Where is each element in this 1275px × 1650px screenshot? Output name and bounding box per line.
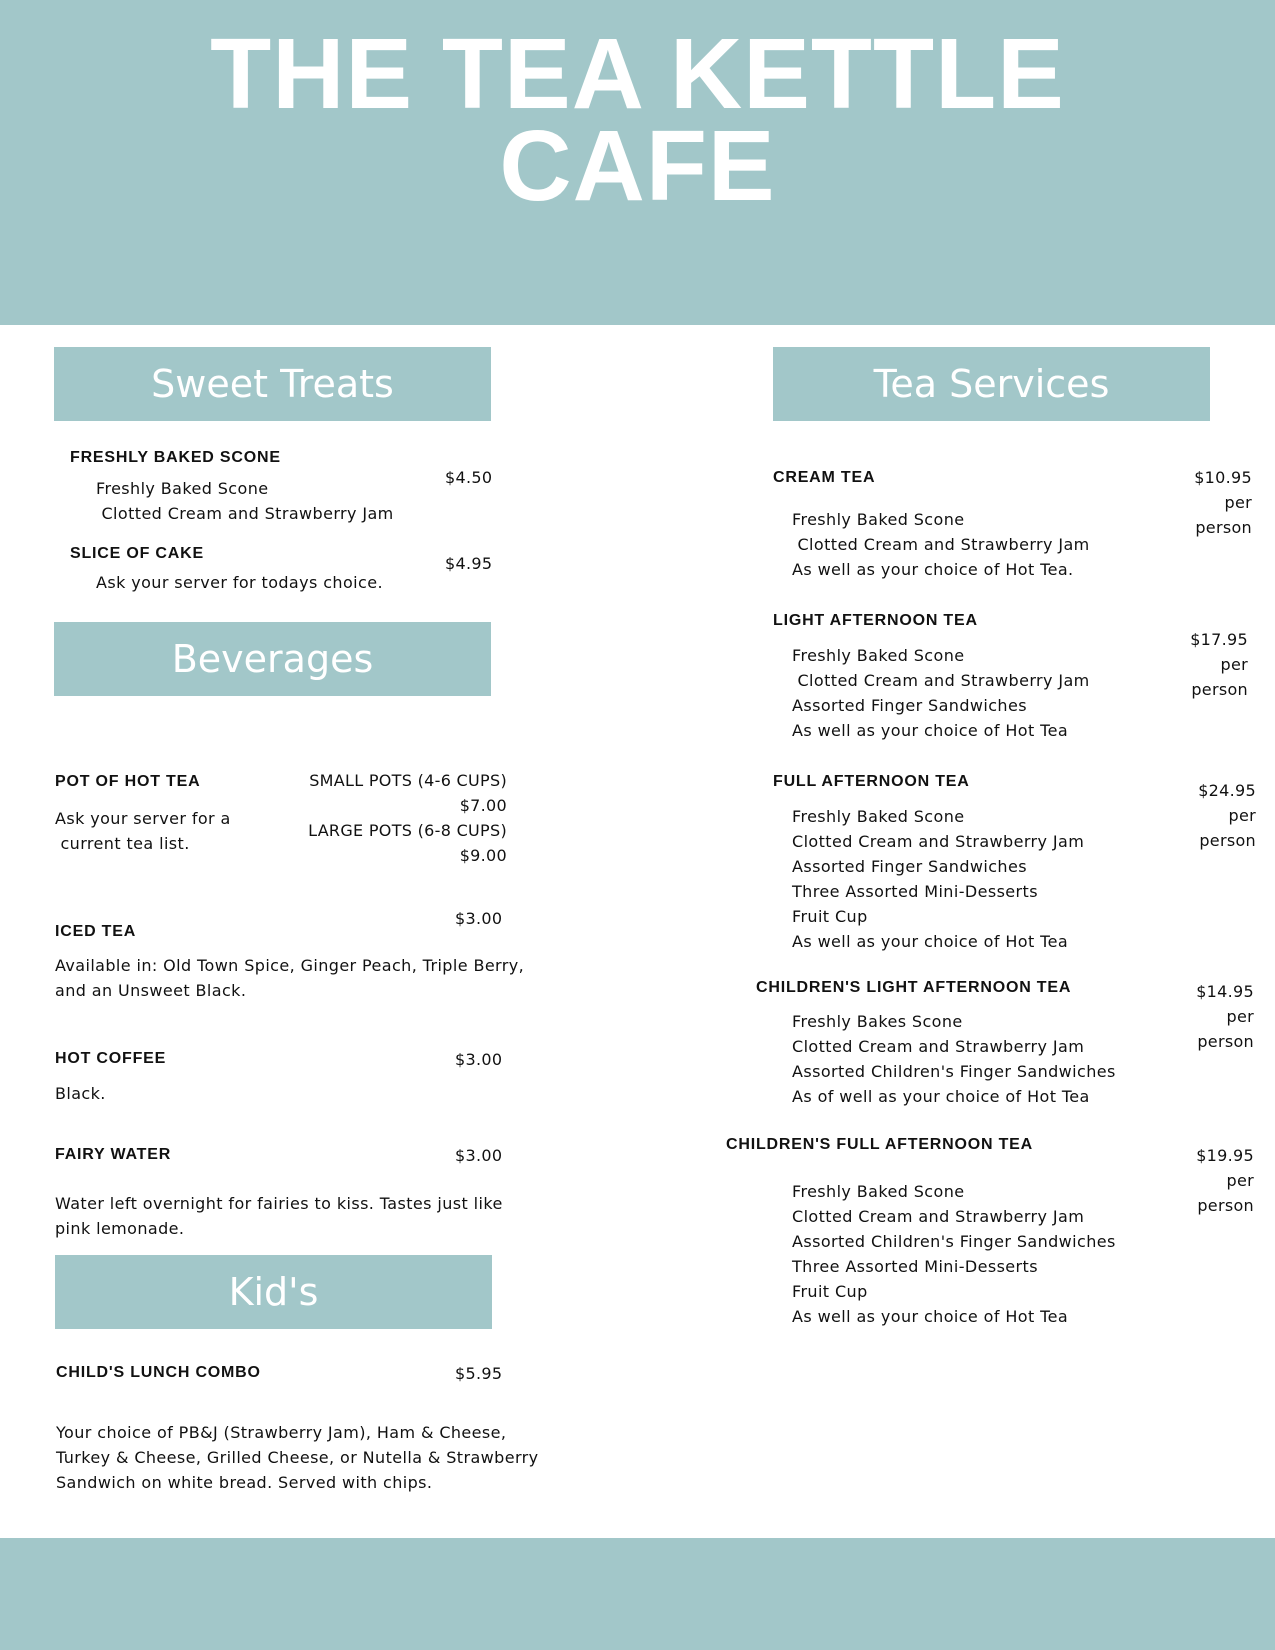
kids-heading: Kid's xyxy=(55,1255,492,1329)
desc-line: Three Assorted Mini-Desserts xyxy=(792,882,1038,901)
desc-line: Ask your server for todays choice. xyxy=(96,573,383,592)
desc-line: Assorted Finger Sandwiches xyxy=(792,857,1027,876)
item-name-lunch-combo: CHILD'S LUNCH COMBO xyxy=(56,1364,261,1381)
desc-line: Freshly Baked Scone xyxy=(792,510,965,529)
item-desc-lunch-combo xyxy=(56,1420,539,1495)
item-name-iced-tea: ICED TEA xyxy=(55,923,137,940)
desc-line: pink lemonade. xyxy=(55,1219,185,1238)
price-line: $19.95 xyxy=(1196,1146,1254,1165)
item-name-full-afternoon-tea: FULL AFTERNOON TEA xyxy=(773,773,970,790)
price-line: person xyxy=(1197,1032,1254,1051)
item-name-cream-tea: CREAM TEA xyxy=(773,469,876,486)
desc-line: As of well as your choice of Hot Tea xyxy=(792,1087,1090,1106)
item-desc-hot-coffee xyxy=(55,1081,106,1106)
price-line: per xyxy=(1220,655,1248,674)
price-line: $7.00 xyxy=(459,796,507,815)
item-price-scone: $4.50 xyxy=(445,468,493,487)
item-name-hot-coffee: HOT COFFEE xyxy=(55,1050,167,1067)
item-desc-fairy-water xyxy=(55,1191,503,1241)
price-line: SMALL POTS (4-6 CUPS) xyxy=(309,771,507,790)
cafe-title xyxy=(0,18,1275,222)
desc-line: Assorted Children's Finger Sandwiches xyxy=(792,1062,1116,1081)
item-price-childrens-light-tea xyxy=(1150,979,1254,1054)
desc-line: Turkey & Cheese, Grilled Cheese, or Nutella & Strawberry xyxy=(56,1448,539,1467)
price-line: person xyxy=(1195,518,1252,537)
beverages-heading: Beverages xyxy=(54,622,491,696)
desc-line: Freshly Baked Scone xyxy=(96,479,269,498)
desc-line: Ask your server for a xyxy=(55,809,231,828)
desc-line: As well as your choice of Hot Tea xyxy=(792,1307,1069,1326)
item-price-cream-tea xyxy=(1150,465,1252,540)
desc-line: Freshly Bakes Scone xyxy=(792,1012,963,1031)
item-price-childrens-full-tea xyxy=(1150,1143,1254,1218)
item-desc-cream-tea xyxy=(792,507,1090,582)
desc-line: and an Unsweet Black. xyxy=(55,981,247,1000)
item-price-iced-tea: $3.00 xyxy=(455,909,503,928)
desc-line: Clotted Cream and Strawberry Jam xyxy=(792,535,1090,554)
item-name-cake: SLICE OF CAKE xyxy=(70,545,204,562)
desc-line: Clotted Cream and Strawberry Jam xyxy=(792,832,1085,851)
price-line: person xyxy=(1199,831,1256,850)
price-line: $9.00 xyxy=(459,846,507,865)
desc-line: Clotted Cream and Strawberry Jam xyxy=(792,671,1090,690)
price-line: $10.95 xyxy=(1194,468,1252,487)
desc-line: Freshly Baked Scone xyxy=(792,807,965,826)
item-name-light-afternoon-tea: LIGHT AFTERNOON TEA xyxy=(773,612,978,629)
title-line-2: CAFE xyxy=(499,110,776,222)
sweet-treats-heading: Sweet Treats xyxy=(54,347,491,421)
price-line: per xyxy=(1226,1171,1254,1190)
item-price-light-afternoon-tea xyxy=(1150,627,1248,702)
item-name-hot-tea: POT OF HOT TEA xyxy=(55,773,201,790)
desc-line: Fruit Cup xyxy=(792,907,868,926)
price-line: person xyxy=(1191,680,1248,699)
desc-line: Clotted Cream and Strawberry Jam xyxy=(792,1037,1085,1056)
item-price-full-afternoon-tea xyxy=(1150,778,1256,853)
price-line: $17.95 xyxy=(1190,630,1248,649)
item-desc-childrens-full-tea xyxy=(792,1179,1116,1329)
desc-line: Water left overnight for fairies to kiss. Tastes just like xyxy=(55,1194,503,1213)
desc-line: Clotted Cream and Strawberry Jam xyxy=(792,1207,1085,1226)
item-desc-iced-tea xyxy=(55,953,524,1003)
item-price-fairy-water: $3.00 xyxy=(455,1146,503,1165)
desc-line: Sandwich on white bread. Served with chips. xyxy=(56,1473,433,1492)
desc-line: Three Assorted Mini-Desserts xyxy=(792,1257,1038,1276)
desc-line: Freshly Baked Scone xyxy=(792,1182,965,1201)
item-desc-childrens-light-tea xyxy=(792,1009,1116,1109)
desc-line: Fruit Cup xyxy=(792,1282,868,1301)
item-desc-cake xyxy=(96,570,383,595)
desc-line: As well as your choice of Hot Tea xyxy=(792,932,1069,951)
item-name-fairy-water: FAIRY WATER xyxy=(55,1146,172,1163)
title-line-1: THE TEA KETTLE xyxy=(210,18,1065,130)
item-price-hot-coffee: $3.00 xyxy=(455,1050,503,1069)
desc-line: Your choice of PB&J (Strawberry Jam), Ham & Cheese, xyxy=(56,1423,507,1442)
desc-line: Black. xyxy=(55,1084,106,1103)
item-name-scone: FRESHLY BAKED SCONE xyxy=(70,449,281,466)
item-name-childrens-full-tea: CHILDREN'S FULL AFTERNOON TEA xyxy=(726,1136,1033,1153)
price-line: person xyxy=(1197,1196,1254,1215)
price-line: LARGE POTS (6-8 CUPS) xyxy=(308,821,507,840)
item-price-cake: $4.95 xyxy=(445,554,493,573)
item-desc-scone xyxy=(96,476,394,526)
item-name-childrens-light-tea: CHILDREN'S LIGHT AFTERNOON TEA xyxy=(756,979,1072,996)
desc-line: Assorted Finger Sandwiches xyxy=(792,696,1027,715)
item-price-lunch-combo: $5.95 xyxy=(455,1364,503,1383)
desc-line: As well as your choice of Hot Tea xyxy=(792,721,1069,740)
footer-band xyxy=(0,1538,1275,1650)
item-desc-full-afternoon-tea xyxy=(792,804,1084,954)
tea-services-heading: Tea Services xyxy=(773,347,1210,421)
desc-line: Assorted Children's Finger Sandwiches xyxy=(792,1232,1116,1251)
desc-line: Freshly Baked Scone xyxy=(792,646,965,665)
item-price-hot-tea xyxy=(280,768,507,868)
price-line: per xyxy=(1228,806,1256,825)
price-line: per xyxy=(1226,1007,1254,1026)
desc-line: Clotted Cream and Strawberry Jam xyxy=(96,504,394,523)
desc-line: As well as your choice of Hot Tea. xyxy=(792,560,1074,579)
desc-line: current tea list. xyxy=(55,834,190,853)
desc-line: Available in: Old Town Spice, Ginger Peach, Triple Berry, xyxy=(55,956,525,975)
price-line: $24.95 xyxy=(1198,781,1256,800)
price-line: $14.95 xyxy=(1196,982,1254,1001)
price-line: per xyxy=(1224,493,1252,512)
item-desc-light-afternoon-tea xyxy=(792,643,1090,743)
item-desc-hot-tea xyxy=(55,806,231,856)
